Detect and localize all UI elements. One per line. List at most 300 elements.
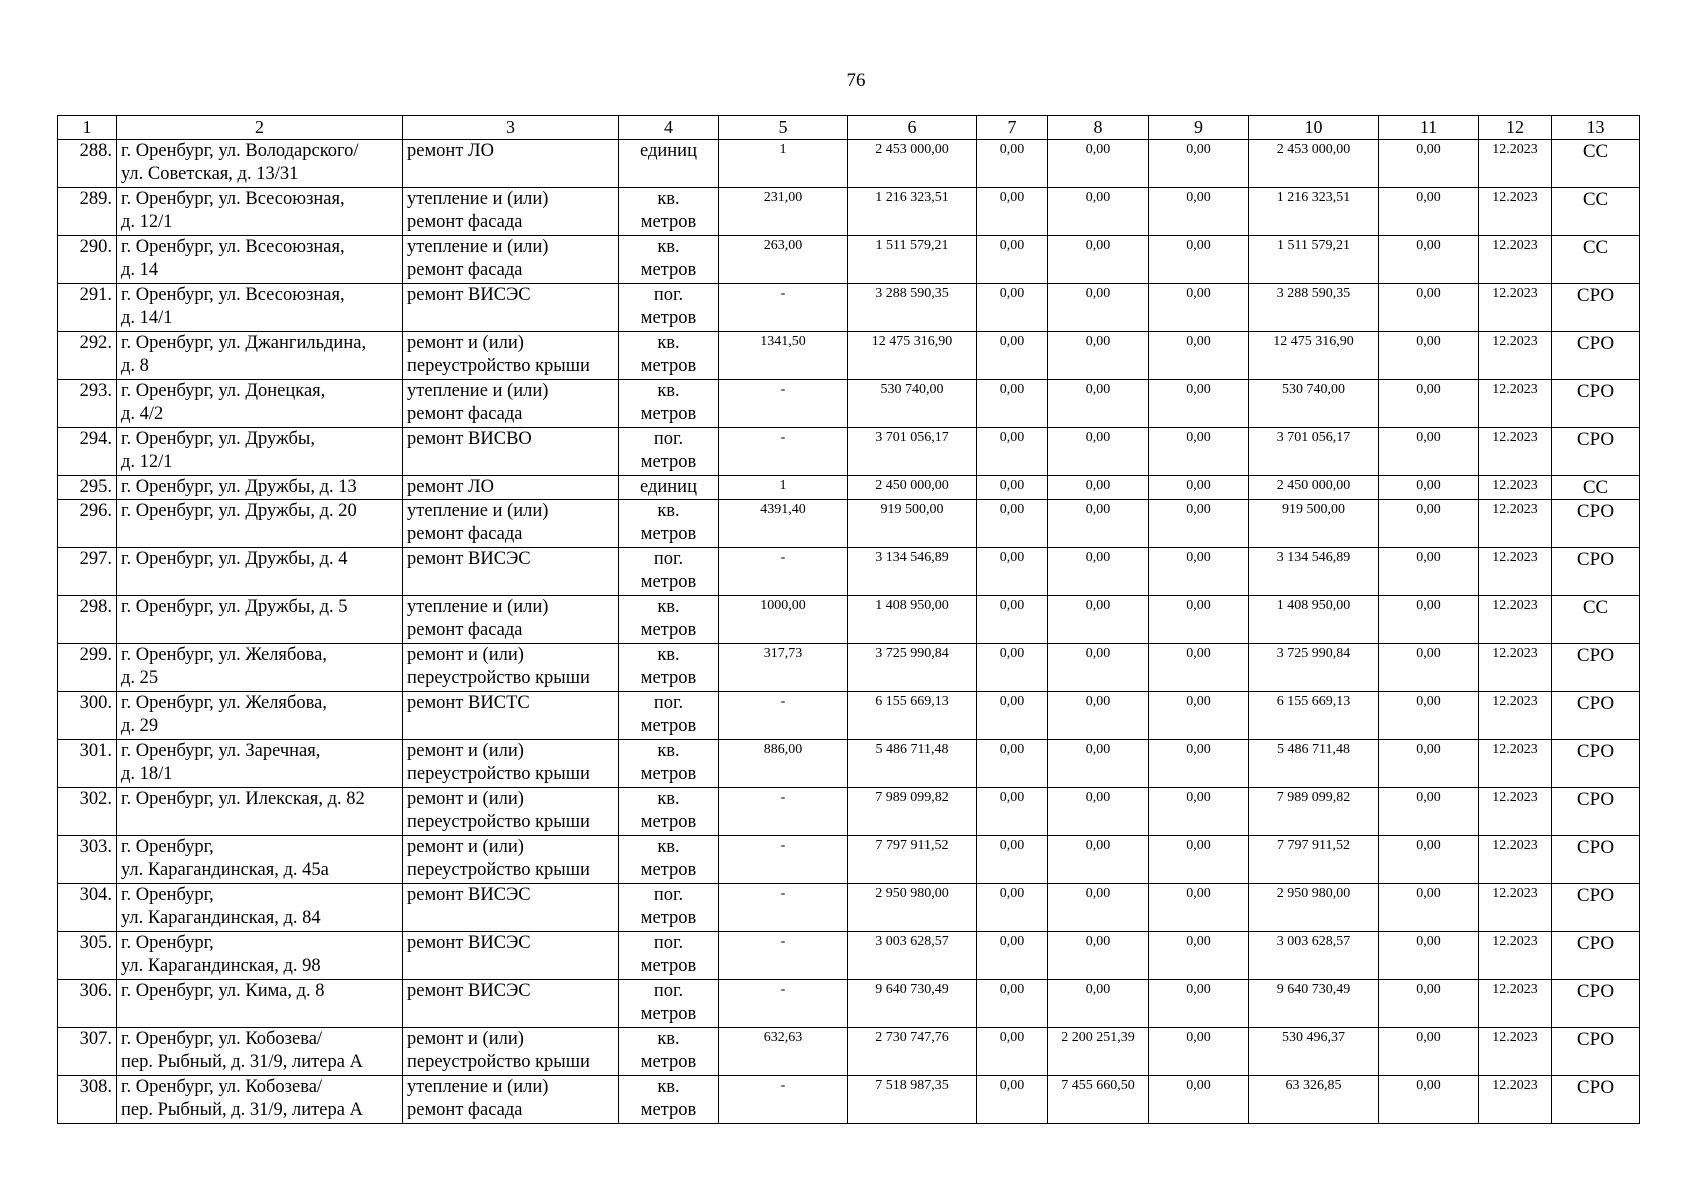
address-cell [117,1028,403,1076]
method-code-cell: СРО [1552,332,1640,380]
row-number: 305. [58,932,117,980]
col7-cell: 0,00 [977,188,1048,236]
completion-date-cell: 12.2023 [1479,236,1552,284]
address-cell-line: д. 14/1 [121,308,173,328]
method-code-cell: СРО [1552,644,1640,692]
work-type-cell [403,1076,619,1124]
address-cell-line: г. Оренбург, ул. Заречная, [121,741,321,761]
table-row [58,788,1640,836]
col7-cell: 0,00 [977,740,1048,788]
col11-cell: 0,00 [1379,500,1479,548]
work-type-cell [403,740,619,788]
col8-cell: 0,00 [1048,500,1149,548]
total-cost-cell: 3 725 990,84 [848,644,977,692]
col8-cell: 0,00 [1048,836,1149,884]
col7-cell: 0,00 [977,380,1048,428]
unit-cell-line: метров [640,404,697,424]
address-cell-line: г. Оренбург, ул. Джангильдина, [121,333,367,353]
col7-cell: 0,00 [977,788,1048,836]
address-cell-line: г. Оренбург, ул. Илекская, д. 82 [121,789,365,809]
col10-cell: 6 155 669,13 [1249,692,1379,740]
volume-cell: 1 [719,140,848,188]
row-number: 296. [58,500,117,548]
volume-cell: 1000,00 [719,596,848,644]
col7-cell: 0,00 [977,332,1048,380]
address-cell [117,548,403,596]
total-cost-cell: 7 518 987,35 [848,1076,977,1124]
col11-cell: 0,00 [1379,332,1479,380]
unit-cell-line: кв. [657,1029,680,1049]
completion-date-cell: 12.2023 [1479,476,1552,500]
column-header: 2 [117,116,403,140]
unit-cell-line: метров [640,860,697,880]
unit-cell-line: метров [640,524,697,544]
unit-cell-line: кв. [657,501,680,521]
col8-cell: 0,00 [1048,740,1149,788]
row-number: 307. [58,1028,117,1076]
col8-cell: 0,00 [1048,548,1149,596]
volume-cell: - [719,548,848,596]
work-type-cell-line: ремонт фасада [407,1100,523,1120]
col8-cell: 2 200 251,39 [1048,1028,1149,1076]
col7-cell: 0,00 [977,500,1048,548]
work-type-cell [403,500,619,548]
table-row [58,236,1640,284]
address-cell [117,332,403,380]
completion-date-cell: 12.2023 [1479,596,1552,644]
address-cell-line: г. Оренбург, ул. Всесоюзная, [121,237,345,257]
unit-cell [619,284,719,332]
col11-cell: 0,00 [1379,284,1479,332]
work-type-cell [403,932,619,980]
table-row [58,548,1640,596]
col7-cell: 0,00 [977,548,1048,596]
table-row [58,428,1640,476]
work-type-cell-line: переустройство крыши [407,668,590,688]
col10-cell: 7 797 911,52 [1249,836,1379,884]
col7-cell: 0,00 [977,1028,1048,1076]
address-cell-line: г. Оренбург, [121,933,214,953]
col9-cell: 0,00 [1149,692,1249,740]
col8-cell: 0,00 [1048,980,1149,1028]
total-cost-cell: 3 003 628,57 [848,932,977,980]
unit-cell [619,836,719,884]
col11-cell: 0,00 [1379,380,1479,428]
address-cell [117,884,403,932]
method-code-cell: СРО [1552,1028,1640,1076]
col10-cell: 5 486 711,48 [1249,740,1379,788]
address-cell-line: г. Оренбург, ул. Всесоюзная, [121,189,345,209]
address-cell [117,140,403,188]
method-code-cell: СРО [1552,836,1640,884]
address-cell [117,932,403,980]
work-type-cell-line: ремонт и (или) [407,1029,524,1049]
col8-cell: 0,00 [1048,188,1149,236]
method-code-cell: СРО [1552,980,1640,1028]
volume-cell: - [719,1076,848,1124]
col10-cell: 2 453 000,00 [1249,140,1379,188]
completion-date-cell: 12.2023 [1479,788,1552,836]
method-code-cell: СРО [1552,1076,1640,1124]
work-type-cell-line: утепление и (или) [407,189,549,209]
unit-cell [619,788,719,836]
volume-cell: - [719,380,848,428]
address-cell-line: д. 8 [121,356,149,376]
table-row [58,884,1640,932]
work-type-cell [403,644,619,692]
unit-cell-line: метров [640,452,697,472]
row-number: 298. [58,596,117,644]
address-cell-line: г. Оренбург, ул. Желябова, [121,693,327,713]
address-cell-line: г. Оренбург, [121,837,214,857]
work-type-cell-line: ремонт ВИСЭС [407,933,531,953]
col9-cell: 0,00 [1149,1028,1249,1076]
work-type-cell [403,548,619,596]
total-cost-cell: 2 453 000,00 [848,140,977,188]
table-row [58,1028,1640,1076]
col11-cell: 0,00 [1379,236,1479,284]
unit-cell [619,932,719,980]
row-number: 303. [58,836,117,884]
unit-cell-line: единиц [640,477,697,497]
unit-cell [619,188,719,236]
col9-cell: 0,00 [1149,836,1249,884]
row-number: 299. [58,644,117,692]
work-type-cell [403,188,619,236]
row-number: 289. [58,188,117,236]
address-cell [117,188,403,236]
unit-cell [619,332,719,380]
volume-cell: 1341,50 [719,332,848,380]
unit-cell-line: метров [640,620,697,640]
volume-cell: 231,00 [719,188,848,236]
completion-date-cell: 12.2023 [1479,980,1552,1028]
column-header: 12 [1479,116,1552,140]
row-number: 308. [58,1076,117,1124]
method-code-cell: СС [1552,188,1640,236]
col7-cell: 0,00 [977,140,1048,188]
address-cell [117,836,403,884]
col9-cell: 0,00 [1149,500,1249,548]
column-header: 7 [977,116,1048,140]
work-type-cell-line: ремонт ВИСТС [407,693,530,713]
total-cost-cell: 9 640 730,49 [848,980,977,1028]
table-row [58,332,1640,380]
address-cell [117,596,403,644]
total-cost-cell: 1 408 950,00 [848,596,977,644]
method-code-cell: СС [1552,476,1640,500]
unit-cell-line: кв. [657,237,680,257]
col9-cell: 0,00 [1149,188,1249,236]
unit-cell-line: метров [640,260,697,280]
unit-cell-line: кв. [657,837,680,857]
col11-cell: 0,00 [1379,644,1479,692]
col9-cell: 0,00 [1149,788,1249,836]
row-number: 294. [58,428,117,476]
table-row [58,284,1640,332]
completion-date-cell: 12.2023 [1479,188,1552,236]
row-number: 288. [58,140,117,188]
page-number: 76 [846,70,866,91]
col9-cell: 0,00 [1149,884,1249,932]
method-code-cell: СРО [1552,740,1640,788]
method-code-cell: СРО [1552,380,1640,428]
unit-cell-line: метров [640,908,697,928]
work-type-cell-line: ремонт и (или) [407,645,524,665]
unit-cell-line: метров [640,668,697,688]
col8-cell: 0,00 [1048,236,1149,284]
total-cost-cell: 1 216 323,51 [848,188,977,236]
unit-cell [619,476,719,500]
column-header: 4 [619,116,719,140]
work-type-cell-line: ремонт и (или) [407,741,524,761]
unit-cell-line: метров [640,356,697,376]
col10-cell: 7 989 099,82 [1249,788,1379,836]
total-cost-cell: 3 134 546,89 [848,548,977,596]
volume-cell: - [719,980,848,1028]
work-type-cell [403,284,619,332]
col7-cell: 0,00 [977,980,1048,1028]
col11-cell: 0,00 [1379,884,1479,932]
total-cost-cell: 2 450 000,00 [848,476,977,500]
completion-date-cell: 12.2023 [1479,740,1552,788]
col9-cell: 0,00 [1149,644,1249,692]
total-cost-cell: 530 740,00 [848,380,977,428]
completion-date-cell: 12.2023 [1479,284,1552,332]
unit-cell-line: метров [640,308,697,328]
table-row [58,596,1640,644]
col10-cell: 3 134 546,89 [1249,548,1379,596]
col9-cell: 0,00 [1149,236,1249,284]
unit-cell-line: метров [640,212,697,232]
address-cell-line: д. 12/1 [121,212,173,232]
row-number: 295. [58,476,117,500]
work-type-cell-line: переустройство крыши [407,1052,590,1072]
completion-date-cell: 12.2023 [1479,884,1552,932]
work-type-cell [403,428,619,476]
unit-cell [619,884,719,932]
col9-cell: 0,00 [1149,140,1249,188]
total-cost-cell: 6 155 669,13 [848,692,977,740]
table-row [58,500,1640,548]
total-cost-cell: 2 950 980,00 [848,884,977,932]
col11-cell: 0,00 [1379,548,1479,596]
address-cell-line: г. Оренбург, ул. Дружбы, [121,429,315,449]
row-number: 293. [58,380,117,428]
work-type-cell-line: утепление и (или) [407,381,549,401]
table-row [58,188,1640,236]
col8-cell: 0,00 [1048,332,1149,380]
col9-cell: 0,00 [1149,932,1249,980]
col11-cell: 0,00 [1379,596,1479,644]
address-cell-line: г. Оренбург, ул. Кобозева/ [121,1077,323,1097]
method-code-cell: СРО [1552,500,1640,548]
table-row [58,980,1640,1028]
volume-cell: - [719,836,848,884]
table-row [58,644,1640,692]
work-type-cell [403,236,619,284]
total-cost-cell: 3 288 590,35 [848,284,977,332]
header-row [58,116,1640,140]
row-number: 302. [58,788,117,836]
work-type-cell [403,788,619,836]
table-row [58,692,1640,740]
column-header: 9 [1149,116,1249,140]
col9-cell: 0,00 [1149,548,1249,596]
work-type-cell-line: утепление и (или) [407,501,549,521]
column-header: 5 [719,116,848,140]
method-code-cell: СРО [1552,692,1640,740]
col7-cell: 0,00 [977,428,1048,476]
work-type-cell-line: ремонт ВИСЭС [407,885,531,905]
work-type-cell-line: ремонт фасада [407,212,523,232]
col10-cell: 3 725 990,84 [1249,644,1379,692]
address-cell-line: ул. Советская, д. 13/31 [121,164,299,184]
address-cell [117,644,403,692]
col11-cell: 0,00 [1379,836,1479,884]
work-type-cell-line: ремонт ВИСВО [407,429,532,449]
work-type-cell-line: ремонт ЛО [407,477,494,497]
address-cell-line: д. 12/1 [121,452,173,472]
col9-cell: 0,00 [1149,332,1249,380]
work-type-cell-line: ремонт ВИСЭС [407,285,531,305]
col7-cell: 0,00 [977,932,1048,980]
col9-cell: 0,00 [1149,1076,1249,1124]
col10-cell: 63 326,85 [1249,1076,1379,1124]
work-type-cell-line: ремонт и (или) [407,837,524,857]
volume-cell: 886,00 [719,740,848,788]
total-cost-cell: 2 730 747,76 [848,1028,977,1076]
address-cell [117,692,403,740]
col8-cell: 0,00 [1048,284,1149,332]
work-type-cell [403,1028,619,1076]
col11-cell: 0,00 [1379,932,1479,980]
col10-cell: 919 500,00 [1249,500,1379,548]
volume-cell: 4391,40 [719,500,848,548]
unit-cell [619,500,719,548]
col11-cell: 0,00 [1379,692,1479,740]
method-code-cell: СРО [1552,428,1640,476]
work-type-cell-line: ремонт фасада [407,524,523,544]
col10-cell: 3 288 590,35 [1249,284,1379,332]
col7-cell: 0,00 [977,836,1048,884]
unit-cell-line: метров [640,1052,697,1072]
completion-date-cell: 12.2023 [1479,140,1552,188]
completion-date-cell: 12.2023 [1479,548,1552,596]
col10-cell: 3 003 628,57 [1249,932,1379,980]
unit-cell-line: метров [640,764,697,784]
capital-repair-table [57,115,1640,1124]
volume-cell: 632,63 [719,1028,848,1076]
work-type-cell [403,980,619,1028]
col10-cell: 2 950 980,00 [1249,884,1379,932]
address-cell-line: д. 18/1 [121,764,173,784]
row-number: 301. [58,740,117,788]
unit-cell [619,1028,719,1076]
address-cell [117,380,403,428]
volume-cell: - [719,284,848,332]
column-header: 11 [1379,116,1479,140]
unit-cell-line: кв. [657,597,680,617]
address-cell-line: г. Оренбург, ул. Всесоюзная, [121,285,345,305]
unit-cell-line: кв. [657,645,680,665]
table-row [58,836,1640,884]
row-number: 291. [58,284,117,332]
total-cost-cell: 919 500,00 [848,500,977,548]
col9-cell: 0,00 [1149,476,1249,500]
work-type-cell-line: переустройство крыши [407,356,590,376]
address-cell [117,740,403,788]
completion-date-cell: 12.2023 [1479,1028,1552,1076]
address-cell-line: г. Оренбург, ул. Дружбы, д. 20 [121,501,357,521]
col11-cell: 0,00 [1379,740,1479,788]
address-cell-line: г. Оренбург, ул. Дружбы, д. 13 [121,477,357,497]
unit-cell-line: пог. [653,429,684,449]
col10-cell: 12 475 316,90 [1249,332,1379,380]
col9-cell: 0,00 [1149,380,1249,428]
col7-cell: 0,00 [977,692,1048,740]
method-code-cell: СРО [1552,284,1640,332]
address-cell-line: д. 14 [121,260,159,280]
total-cost-cell: 12 475 316,90 [848,332,977,380]
work-type-cell-line: ремонт фасада [407,620,523,640]
completion-date-cell: 12.2023 [1479,1076,1552,1124]
address-cell-line: г. Оренбург, ул. Володарского/ [121,141,359,161]
completion-date-cell: 12.2023 [1479,836,1552,884]
unit-cell-line: метров [640,1004,697,1024]
col8-cell: 0,00 [1048,692,1149,740]
work-type-cell [403,596,619,644]
completion-date-cell: 12.2023 [1479,380,1552,428]
col7-cell: 0,00 [977,884,1048,932]
work-type-cell-line: переустройство крыши [407,764,590,784]
col8-cell: 0,00 [1048,788,1149,836]
volume-cell: 263,00 [719,236,848,284]
unit-cell [619,380,719,428]
volume-cell: - [719,692,848,740]
total-cost-cell: 5 486 711,48 [848,740,977,788]
volume-cell: - [719,932,848,980]
work-type-cell-line: утепление и (или) [407,597,549,617]
work-type-cell [403,692,619,740]
completion-date-cell: 12.2023 [1479,500,1552,548]
completion-date-cell: 12.2023 [1479,332,1552,380]
unit-cell-line: метров [640,812,697,832]
col8-cell: 0,00 [1048,884,1149,932]
work-type-cell-line: утепление и (или) [407,237,549,257]
col10-cell: 1 511 579,21 [1249,236,1379,284]
column-header: 13 [1552,116,1640,140]
method-code-cell: СС [1552,140,1640,188]
col8-cell: 7 455 660,50 [1048,1076,1149,1124]
col9-cell: 0,00 [1149,740,1249,788]
address-cell-line: г. Оренбург, ул. Дружбы, д. 5 [121,597,348,617]
work-type-cell-line: ремонт и (или) [407,789,524,809]
unit-cell [619,1076,719,1124]
col7-cell: 0,00 [977,596,1048,644]
total-cost-cell: 7 797 911,52 [848,836,977,884]
method-code-cell: СРО [1552,788,1640,836]
method-code-cell: СРО [1552,548,1640,596]
col11-cell: 0,00 [1379,788,1479,836]
col9-cell: 0,00 [1149,428,1249,476]
work-type-cell [403,332,619,380]
col10-cell: 9 640 730,49 [1249,980,1379,1028]
address-cell [117,476,403,500]
col8-cell: 0,00 [1048,596,1149,644]
col10-cell: 1 408 950,00 [1249,596,1379,644]
unit-cell-line: кв. [657,189,680,209]
